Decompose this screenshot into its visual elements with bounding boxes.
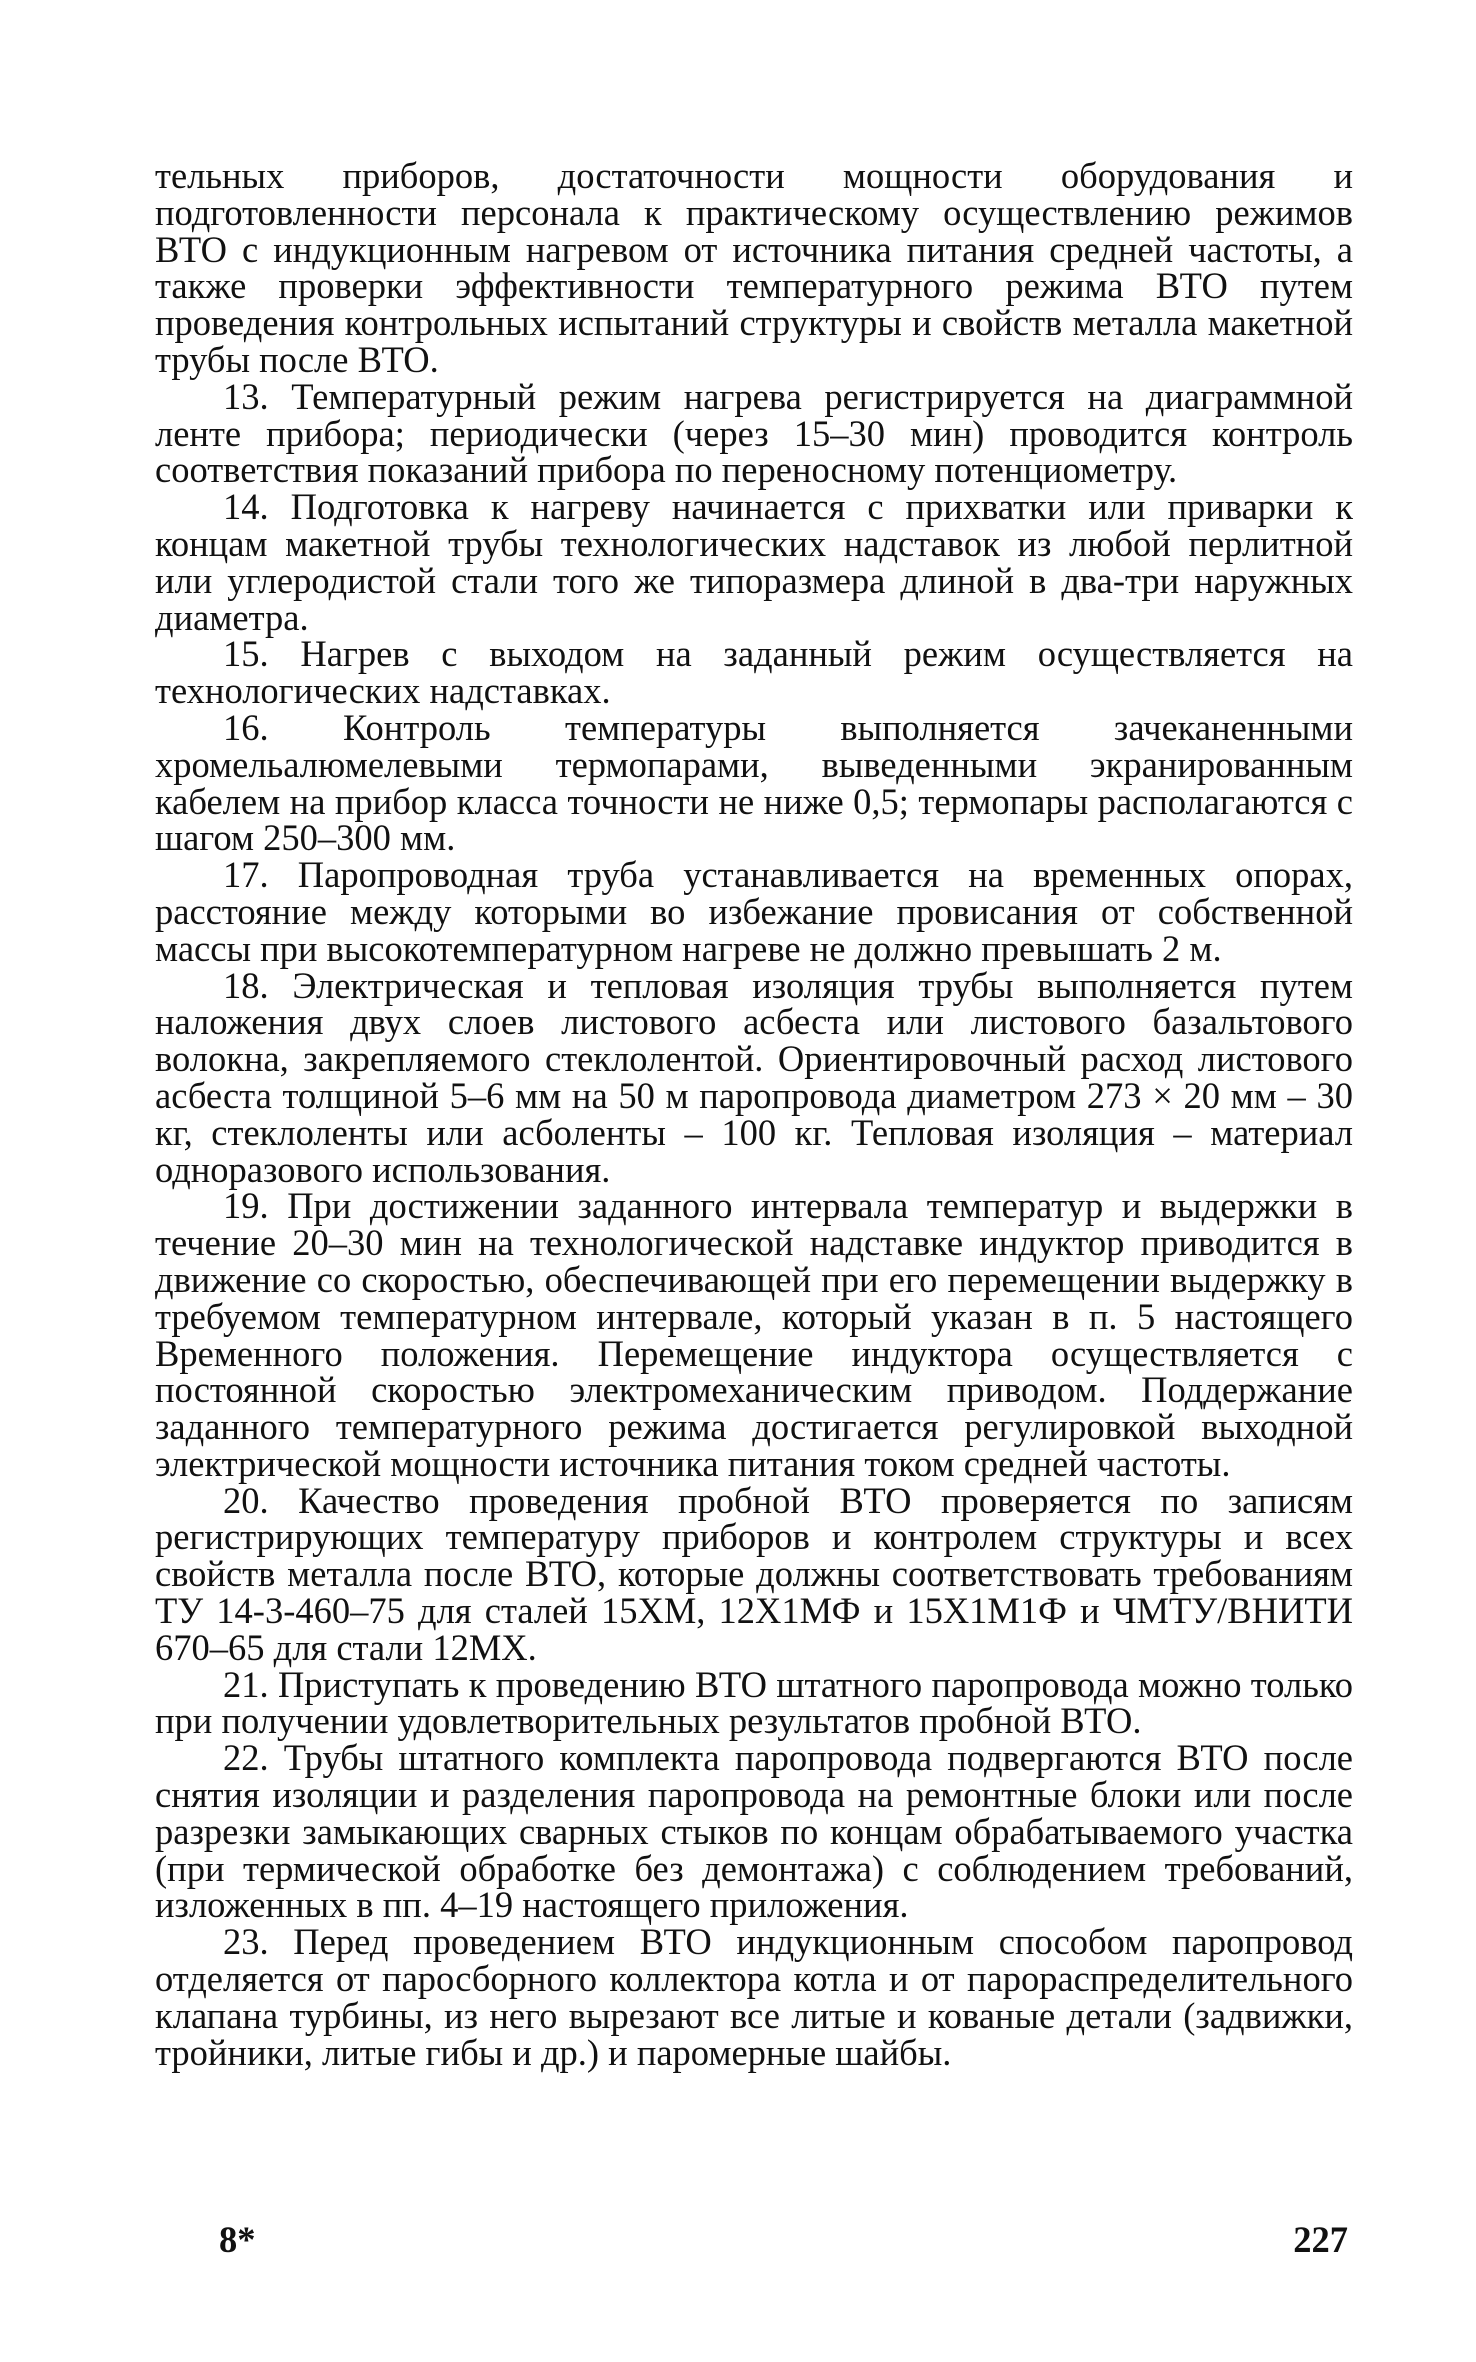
paragraph-13: 13. Температурный режим нагрева регистрируется на диаграммной ленте прибора; периодически (через 15–30 мин) проводится контроль соответствия показаний прибора по переносному потенциометру. [155,375,1353,491]
paragraph-23: 23. Перед проведением ВТО индукционным способом паропровод отделяется от паросборного коллектора котла и от парораспределительного клапана турбины, из него вырезают все литые и кованые детали (задвижки, тройники, литые гибы и др.) и паромерные шайбы. [155,1921,1353,2073]
paragraph-16: 16. Контроль температуры выполняется зачеканенными хромельалюмелевыми термопарами, выведенными экранированным кабелем на прибор класса точности не ниже 0,5; термопары располагаются с шагом 250–300 мм. [155,706,1353,859]
page-footer [155,2220,1353,2260]
paragraph-19: 19. При достижении заданного интервала температур и выдержки в течение 20–30 мин на технологической надставке индуктор приводится в движение со скоростью, обеспечивающей при его перемещении выдержку в требуемом температурном интервале, который указан в п. 5 настоящего Временного положения. Перемещение индуктора осуществляется с постоянной скоростью электромеханическим приводом. Поддержание заданного температурного режима достигается регулировкой выходной электрической мощности источника питания током средней частоты. [155,1185,1353,1484]
paragraph-18: 18. Электрическая и тепловая изоляция трубы выполняется путем наложения двух слоев листового асбеста или листового базальтового волокна, закрепляемого стеклолентой. Ориентировочный расход листового асбеста толщиной 5–6 мм на 50 м паропровода диаметром 273 × 20 мм – 30 кг, стеклоленты или асболенты – 100 кг. Тепловая изоляция – материал одноразового использования. [155,964,1353,1190]
paragraph-22: 22. Трубы штатного комплекта паропровода подвергаются ВТО после снятия изоляции и разделения паропровода на ремонтные блоки или после разрезки замыкающих сварных стыков по концам обрабатываемого участка (при термической обработке без демонтажа) с соблюдением требований, изложенных в пп. 4–19 настоящего приложения. [155,1737,1353,1926]
paragraph-21: 21. Приступать к проведению ВТО штатного паропровода можно только при получении удовлетворительных результатов пробной ВТО. [155,1663,1353,1742]
paragraph-continuation: тельных приборов, достаточности мощности оборудования и подготовленности персонала к практическому осуществлению режимов ВТО с индукционным нагревом от источника питания средней частоты, а также проверки эффективности температурного режима ВТО путем проведения контрольных испытаний структуры и свойств металла макетной трубы после ВТО. [155,158,1353,380]
paragraph-20: 20. Качество проведения пробной ВТО проверяется по записям регистрирующих температуру приборов и контролем структуры и всех свойств металла после ВТО, которые должны соответствовать требованиям ТУ 14-3-460–75 для сталей 15ХМ, 12Х1МФ и 15Х1М1Ф и ЧМТУ/ВНИТИ 670–65 для стали 12МХ. [155,1479,1353,1668]
signature-mark: 8* [219,2219,256,2260]
paragraph-17: 17. Паропроводная труба устанавливается на временных опорах, расстояние между которыми во избежание провисания от собственной массы при высокотемпературном нагреве не должно превышать 2 м. [155,854,1353,969]
paragraph-14: 14. Подготовка к нагреву начинается с прихватки или приварки к концам макетной трубы технологических надставок из любой перлитной или углеродистой стали того же типоразмера длиной в два-три наружных диаметра. [155,486,1353,638]
paragraph-15: 15. Нагрев с выходом на заданный режим осуществляется на технологических надставках. [155,633,1353,712]
page-number: 227 [1293,2219,1348,2260]
book-page [155,158,1353,2338]
